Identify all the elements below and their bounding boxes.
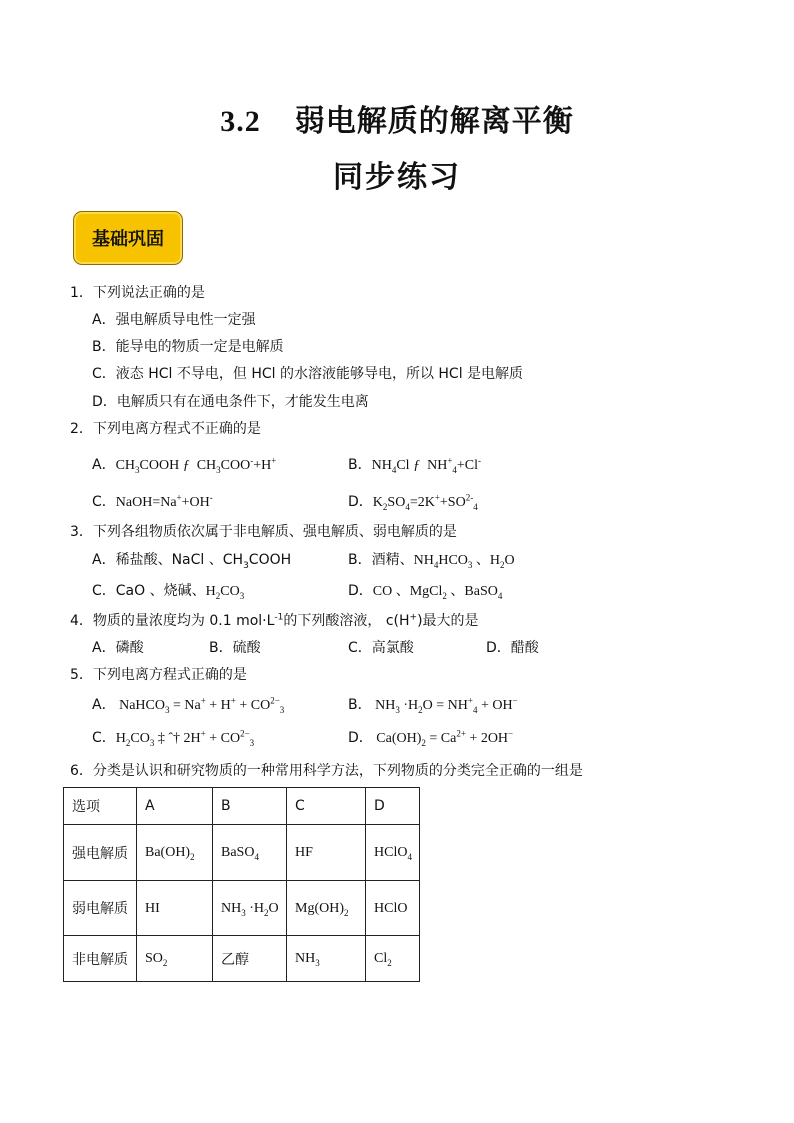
question-4-stem: 4．物质的量浓度均为 0.1 $mol\cdot L^{-1}$的下列酸溶液， c(H+)最大的是 xyxy=(70,612,479,629)
table-row xyxy=(64,881,420,936)
section-badge: 基础巩固 xyxy=(73,211,183,265)
table-cell: $NH_3$ xyxy=(287,936,366,982)
row-label: 强电解质 xyxy=(64,825,137,881)
title-main: 弱电解质的解离平衡 xyxy=(294,104,574,139)
page-subtitle: 同步练习 xyxy=(333,160,461,195)
question-5-option-c: C．$H_2CO_3$ ‡ ˆ† $2H^+ + CO^{2-}_3$ xyxy=(92,728,255,748)
question-1-stem: 1．下列说法正确的是 xyxy=(70,285,205,301)
question-5-option-a: A． NaHCO$_3$ = $Na^+ + H^+ + CO^{2-}_3$ xyxy=(92,695,285,715)
table-cell: $SO_2$ xyxy=(137,936,213,982)
question-2-option-a: A．$CH_3COOH$ ƒ $CH_3COO^-+H^+$ xyxy=(92,455,277,475)
question-4-option-c: C．高氯酸 xyxy=(348,640,414,656)
table-cell: $Mg(OH)_2$ xyxy=(287,881,366,936)
question-1-option-c: C．液态 HCl 不导电，但 HCl 的水溶液能够导电，所以 HCl 是电解质 xyxy=(92,366,524,382)
question-2-stem: 2．下列电离方程式不正确的是 xyxy=(70,421,261,437)
table-cell: BaSO$_4$ xyxy=(213,825,287,881)
question-1-option-b: B．能导电的物质一定是电解质 xyxy=(92,339,284,355)
table-cell: HI xyxy=(137,881,213,936)
table-row xyxy=(64,936,420,982)
question-3-option-b: B．酒精、$NH_4HCO_3$ 、$H_2O$ xyxy=(348,552,515,570)
table-cell: HClO$_4$ xyxy=(366,825,420,881)
table-cell: 乙醇 xyxy=(213,936,287,982)
row-label: 非电解质 xyxy=(64,936,137,982)
row-label: 弱电解质 xyxy=(64,881,137,936)
table-header-row xyxy=(64,788,420,825)
classification-table xyxy=(63,787,420,982)
question-2-option-d: D．$K_2SO_4=2K^++SO^{2-}_4$ xyxy=(348,492,478,512)
table-header-cell: C xyxy=(287,788,366,825)
table-cell: $Cl_2$ xyxy=(366,936,420,982)
question-3-option-d: D．CO 、MgCl$_2$ 、BaSO$_4$ xyxy=(348,583,503,601)
table-header-cell: A xyxy=(137,788,213,825)
question-3-option-c: C．CaO 、烧碱、$H_2CO_3$ xyxy=(92,583,245,601)
question-4-option-d: D．醋酸 xyxy=(486,640,539,656)
table-cell: $NH_3 \cdot H_2O$ xyxy=(213,881,287,936)
question-3-stem: 3．下列各组物质依次属于非电解质、强电解质、弱电解质的是 xyxy=(70,524,457,540)
question-5-option-b: B． $NH_3 \cdot H_2O = NH^+_4 + OH^-$ xyxy=(348,695,518,715)
table-header-cell: 选项 xyxy=(64,788,137,825)
table-cell: $Ba(OH)_2$ xyxy=(137,825,213,881)
question-3-option-a: A．稀盐酸、NaCl 、$CH_3COOH$ xyxy=(92,552,292,571)
table-cell: HClO xyxy=(366,881,420,936)
question-1-option-d: D．电解质只有在通电条件下，才能发生电离 xyxy=(92,394,369,410)
question-1-option-a: A．强电解质导电性一定强 xyxy=(92,312,256,328)
question-4-option-b: B．硫酸 xyxy=(209,640,261,656)
question-4-option-a: A．磷酸 xyxy=(92,640,144,656)
table-row xyxy=(64,825,420,881)
question-2-option-c: C．NaOH=Na++OH- xyxy=(92,492,213,510)
section-number: 3.2 xyxy=(220,105,261,138)
question-5-stem: 5．下列电离方程式正确的是 xyxy=(70,667,247,683)
table-header-cell: B xyxy=(213,788,287,825)
table-cell: HF xyxy=(287,825,366,881)
page-title xyxy=(0,96,794,140)
question-6-stem: 6．分类是认识和研究物质的一种常用科学方法，下列物质的分类完全正确的一组是 xyxy=(70,763,583,779)
table-header-cell: D xyxy=(366,788,420,825)
question-2-option-b: B．$NH_4Cl$ ƒ $NH^+_4+Cl^-$ xyxy=(348,455,482,475)
question-5-option-d: D． $Ca(OH)_2 = Ca^{2+} + 2OH^-$ xyxy=(348,728,514,748)
